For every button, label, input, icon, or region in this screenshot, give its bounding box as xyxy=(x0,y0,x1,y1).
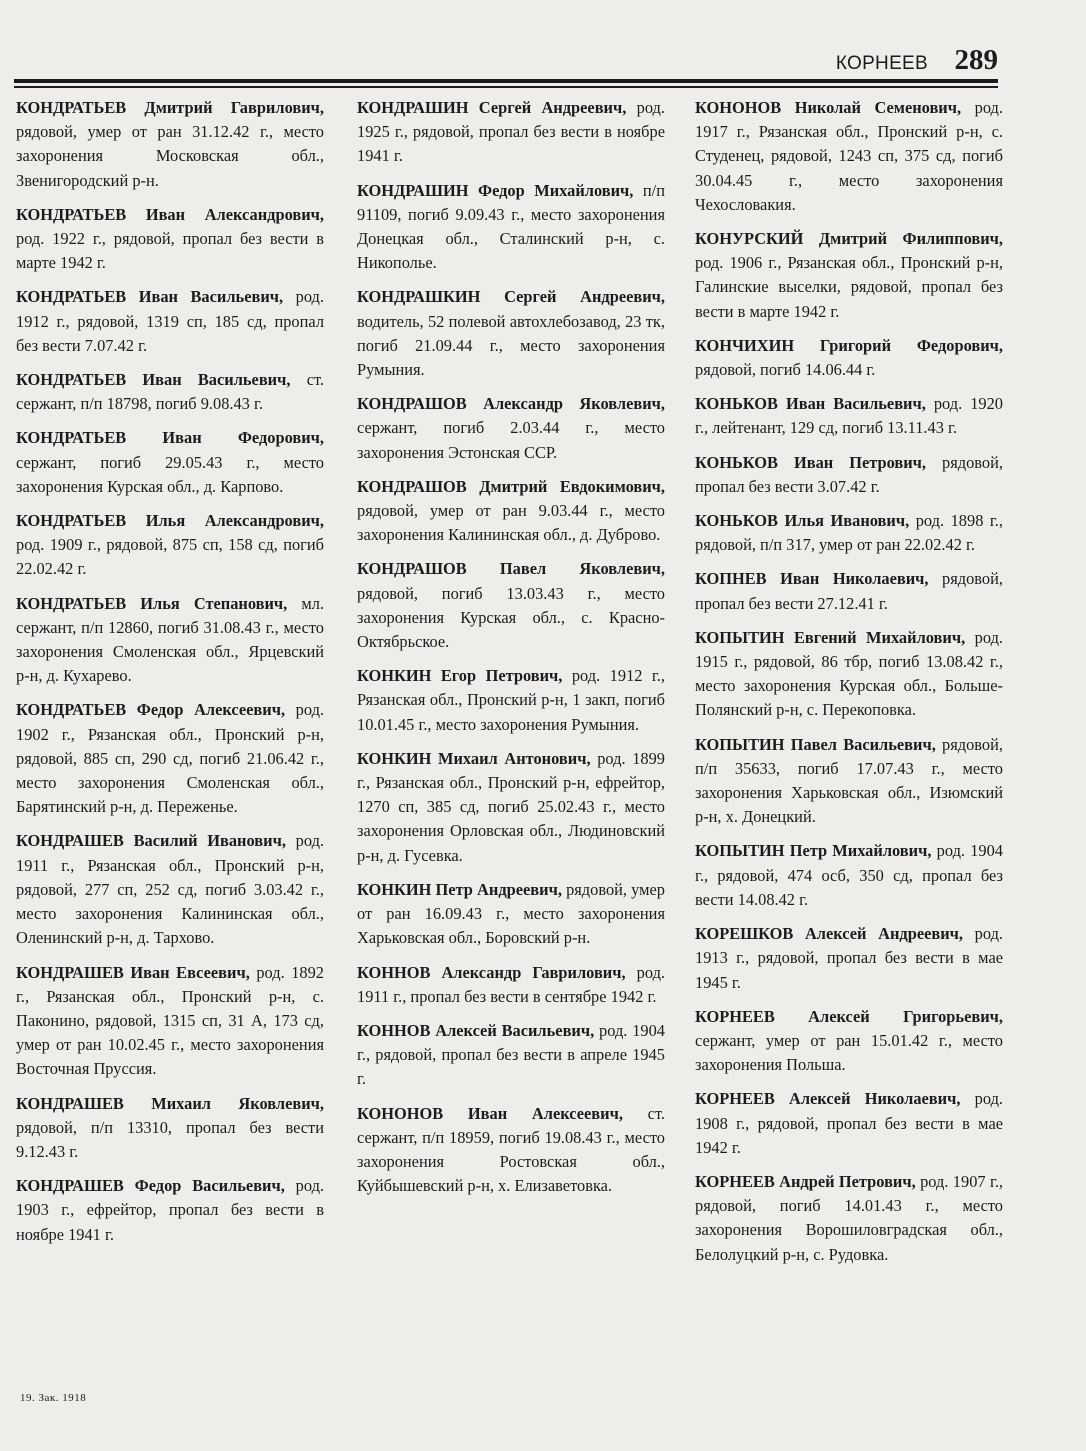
entry-text: род. 1909 г., рядовой, 875 сп, 158 сд, погиб 22.02.42 г. xyxy=(16,535,324,579)
entry xyxy=(695,451,1003,499)
entry xyxy=(16,1092,324,1165)
entry-name: КОРНЕЕВ Алексей Григорьевич, xyxy=(695,1006,1003,1026)
entry xyxy=(357,285,665,382)
entry-name: КОНДРАШКИН Сергей Андреевич, xyxy=(357,287,665,307)
entry-text: род. 1898 г., рядовой, п/п 317, умер от ран 22.02.42 г. xyxy=(695,511,1003,555)
entry xyxy=(357,1019,665,1092)
entry-text: род. 1908 г., рядовой, пропал без вести в мае 1942 г. xyxy=(695,1089,1003,1157)
entry xyxy=(357,392,665,465)
page-number: 289 xyxy=(954,44,998,76)
entry xyxy=(16,509,324,582)
entry xyxy=(695,839,1003,912)
entry-name: КОНУРСКИЙ Дмитрий Филиппович, xyxy=(695,229,1003,249)
entry xyxy=(695,567,1003,615)
entry-text: ст. сержант, п/п 18798, погиб 9.08.43 г. xyxy=(16,370,324,414)
entry xyxy=(357,557,665,654)
entry xyxy=(16,96,324,193)
entry xyxy=(357,664,665,737)
entry-name: КОНДРАШОВ Дмитрий Евдокимович, xyxy=(357,476,665,496)
entry-name: КОНДРАШОВ Павел Яковлевич, xyxy=(357,559,665,579)
entry-name: КОННОВ Александр Гаврилович, xyxy=(357,962,626,982)
entry xyxy=(16,203,324,276)
entry-name: КОНДРАШЕВ Михаил Яковлевич, xyxy=(16,1093,324,1113)
entry xyxy=(16,698,324,819)
entry-name: КОНДРАТЬЕВ Илья Александрович, xyxy=(16,511,324,531)
entry-name: КОРЕШКОВ Алексей Андреевич, xyxy=(695,924,964,944)
entry-text: род. 1904 г., рядовой, 474 осб, 350 сд, пропал без вести 14.08.42 г. xyxy=(695,841,1003,909)
entry-name: КОНДРАТЬЕВ Илья Степанович, xyxy=(16,593,288,613)
entry-text: рядовой, умер от ран 16.09.43 г., место захоронения Харьковская обл., Боровский р-н. xyxy=(357,879,665,948)
entry xyxy=(16,368,324,416)
entry-text: сержант, погиб 29.05.43 г., место захоронения Курская обл., д. Карпово. xyxy=(16,452,324,496)
entry-text: род. 1917 г., Рязанская обл., Пронский р-н, с. Студенец, рядовой, 1243 сп, 375 сд, погиб 30.04.45 г., место захоронения Чехословакия. xyxy=(695,98,1003,214)
entry-name: КОНЧИХИН Григорий Федорович, xyxy=(695,335,1003,355)
column-3 xyxy=(695,96,1003,1277)
entry-text: ст. сержант, п/п 18959, погиб 19.08.43 г., место захоронения Ростовская обл., Куйбышевский р-н, х. Елизаветовка. xyxy=(357,1103,665,1196)
entry-name: КОРНЕЕВ Алексей Николаевич, xyxy=(695,1089,961,1109)
entry-name: КОНДРАТЬЕВ Иван Васильевич, xyxy=(16,370,291,390)
printer-signature: 19. Зак. 1918 xyxy=(20,1392,87,1404)
entry-text: род. 1913 г., рядовой, пропал без вести в мае 1945 г. xyxy=(695,924,1004,992)
entry-text: род. 1911 г., пропал без вести в сентябре 1942 г. xyxy=(357,962,665,1006)
entry-name: КОПЫТИН Петр Михайлович, xyxy=(695,841,932,861)
entry-text: водитель, 52 полевой автохлебозавод, 23 тк, погиб 21.09.44 г., место захоронения Румыния. xyxy=(357,311,665,380)
entry xyxy=(695,1087,1003,1160)
entry xyxy=(357,878,665,951)
entry-name: КОНДРАШЕВ Федор Васильевич, xyxy=(16,1176,285,1196)
entry-text: род. 1906 г., Рязанская обл., Пронский р-н, Галинские выселки, рядовой, пропал без вести в марте 1942 г. xyxy=(695,253,1003,321)
entry-name: КОПЫТИН Павел Васильевич, xyxy=(695,734,936,754)
entry xyxy=(695,96,1003,217)
entry-name: КОНКИН Егор Петрович, xyxy=(357,666,563,686)
entry-name: КОНДРАШИН Федор Михайлович, xyxy=(357,180,634,200)
page-header xyxy=(14,46,998,92)
entry-text: рядовой, умер от ран 31.12.42 г., место захоронения Московская обл., Звенигородский р-н. xyxy=(16,122,324,190)
entry-text: род. 1911 г., Рязанская обл., Пронский р-н, рядовой, 277 сп, 252 сд, погиб 3.03.42 г., место захоронения Калининская обл., Оленинский р-н, д. Тархово. xyxy=(16,831,325,948)
entry-text: мл. сержант, п/п 12860, погиб 31.08.43 г., место захоронения Смоленская обл., Ярцевский р-н, д. Кухарево. xyxy=(16,593,325,686)
entry-name: КОНЬКОВ Иван Васильевич, xyxy=(695,394,926,414)
entry xyxy=(357,747,665,868)
entry-name: КОНКИН Михаил Антонович, xyxy=(357,748,591,768)
entry-name: КОНДРАШЕВ Иван Евсеевич, xyxy=(16,962,250,982)
entry xyxy=(16,1174,324,1247)
entry-text: род. 1915 г., рядовой, 86 тбр, погиб 13.08.42 г., место захоронения Курская обл., Больше-Полянский р-н, с. Перекоповка. xyxy=(695,627,1003,720)
entry-name: КОНЬКОВ Иван Петрович, xyxy=(695,452,927,472)
entry xyxy=(16,426,324,499)
entry xyxy=(357,1102,665,1199)
entry-text: рядовой, п/п 13310, пропал без вести 9.12.43 г. xyxy=(16,1117,324,1161)
entry xyxy=(357,179,665,276)
entry-text: род. 1912 г., Рязанская обл., Пронский р-н, 1 закп, погиб 10.01.45 г., место захоронения Румыния. xyxy=(357,666,665,734)
entry-text: п/п 91109, погиб 9.09.43 г., место захоронения Донецкая обл., Сталинский р-н, с. Никополье. xyxy=(357,180,665,273)
entry xyxy=(357,475,665,548)
header-rule-thin xyxy=(14,86,998,88)
entry-text: рядовой, погиб 14.06.44 г. xyxy=(695,360,876,380)
entry xyxy=(695,626,1003,723)
entry-name: КОНКИН Петр Андреевич, xyxy=(357,879,562,899)
entry-name: КОНОНОВ Иван Алексеевич, xyxy=(357,1103,623,1123)
entry-name: КОНДРАШИН Сергей Андреевич, xyxy=(357,98,627,117)
entry-text: рядовой, пропал без вести 3.07.42 г. xyxy=(695,452,1003,496)
entry xyxy=(695,392,1003,440)
entry-text: рядовой, погиб 13.03.43 г., место захоронения Курская обл., с. Красно-Октябрьское. xyxy=(357,583,665,652)
entry-text: рядовой, п/п 35633, погиб 17.07.43 г., место захоронения Харьковская обл., Изюмский р-н, х. Донецкий. xyxy=(695,734,1004,827)
entry-name: КОНДРАТЬЕВ Иван Александрович, xyxy=(16,204,324,224)
entry xyxy=(695,334,1003,382)
entry xyxy=(695,733,1003,830)
entry-text: род. 1899 г., Рязанская обл., Пронский р-н, ефрейтор, 1270 сп, 385 сд, погиб 25.02.43 г., место захоронения Орловская обл., Людиновский р-н, д. Гусевка. xyxy=(357,748,665,865)
entry xyxy=(695,922,1003,995)
entry xyxy=(16,285,324,358)
entry xyxy=(695,1005,1003,1078)
entry-name: КОПЫТИН Евгений Михайлович, xyxy=(695,627,966,647)
entry-text: род. 1920 г., лейтенант, 129 сд, погиб 13.11.43 г. xyxy=(695,394,1003,438)
entry xyxy=(357,961,665,1009)
entry-text: род. 1904 г., рядовой, пропал без вести в апреле 1945 г. xyxy=(357,1020,665,1089)
entry-text: сержант, умер от ран 15.01.42 г., место захоронения Польша. xyxy=(695,1030,1003,1075)
entry-text: род. 1922 г., рядовой, пропал без вести в марте 1942 г. xyxy=(16,229,324,273)
entry-name: КОНДРАШОВ Александр Яковлевич, xyxy=(357,394,665,414)
column-2 xyxy=(357,96,665,1208)
column-1 xyxy=(16,96,324,1257)
entry-text: род. 1892 г., Рязанская обл., Пронский р-н, с. Паконино, рядовой, 1315 сп, 31 А, 173 сд, умер от ран 10.02.45 г., место захоронения Восточная Пруссия. xyxy=(16,962,324,1079)
entry xyxy=(695,1170,1003,1267)
entry-text: род. 1925 г., рядовой, пропал без вести в ноябре 1941 г. xyxy=(357,98,665,166)
entry-name: КОПНЕВ Иван Николаевич, xyxy=(695,569,929,589)
entry-name: КОНЬКОВ Илья Иванович, xyxy=(695,511,910,531)
entry-name: КОНДРАТЬЕВ Федор Алексеевич, xyxy=(16,700,286,720)
entry-text: род. 1912 г., рядовой, 1319 сп, 185 сд, пропал без вести 7.07.42 г. xyxy=(16,287,324,355)
running-head: КОРНЕЕВ xyxy=(835,53,928,74)
entry-text: род. 1902 г., Рязанская обл., Пронский р-н, рядовой, 885 сп, 290 сд, погиб 21.06.42 г., место захоронения Смоленская обл., Барятинский р-н, д. Переженье. xyxy=(16,700,324,817)
entry-name: КОНДРАТЬЕВ Дмитрий Гаврилович, xyxy=(16,98,324,117)
entry xyxy=(695,227,1003,324)
entry-text: рядовой, умер от ран 9.03.44 г., место захоронения Калининская обл., д. Дуброво. xyxy=(357,501,665,545)
entry xyxy=(695,509,1003,557)
entry-name: КОНДРАШЕВ Василий Иванович, xyxy=(16,831,286,851)
entry-text: род. 1907 г., рядовой, погиб 14.01.43 г., место захоронения Ворошиловградская обл., Белолуцкий р-н, с. Рудовка. xyxy=(695,1171,1004,1264)
entry xyxy=(16,961,324,1082)
entry-name: КОННОВ Алексей Васильевич, xyxy=(357,1020,595,1040)
entry-name: КОНОНОВ Николай Семенович, xyxy=(695,98,962,117)
entry xyxy=(357,96,665,169)
entry xyxy=(16,829,324,950)
header-rule-thick xyxy=(14,79,998,83)
entry-name: КОНДРАТЬЕВ Иван Васильевич, xyxy=(16,287,284,307)
entry-name: КОРНЕЕВ Андрей Петрович, xyxy=(695,1171,916,1191)
entry-text: рядовой, пропал без вести 27.12.41 г. xyxy=(695,569,1003,613)
entry-text: сержант, погиб 2.03.44 г., место захоронения Эстонская ССР. xyxy=(357,418,665,462)
entry-name: КОНДРАТЬЕВ Иван Федорович, xyxy=(16,428,324,448)
entry-text: род. 1903 г., ефрейтор, пропал без вести в ноябре 1941 г. xyxy=(16,1176,325,1244)
entry xyxy=(16,592,324,689)
